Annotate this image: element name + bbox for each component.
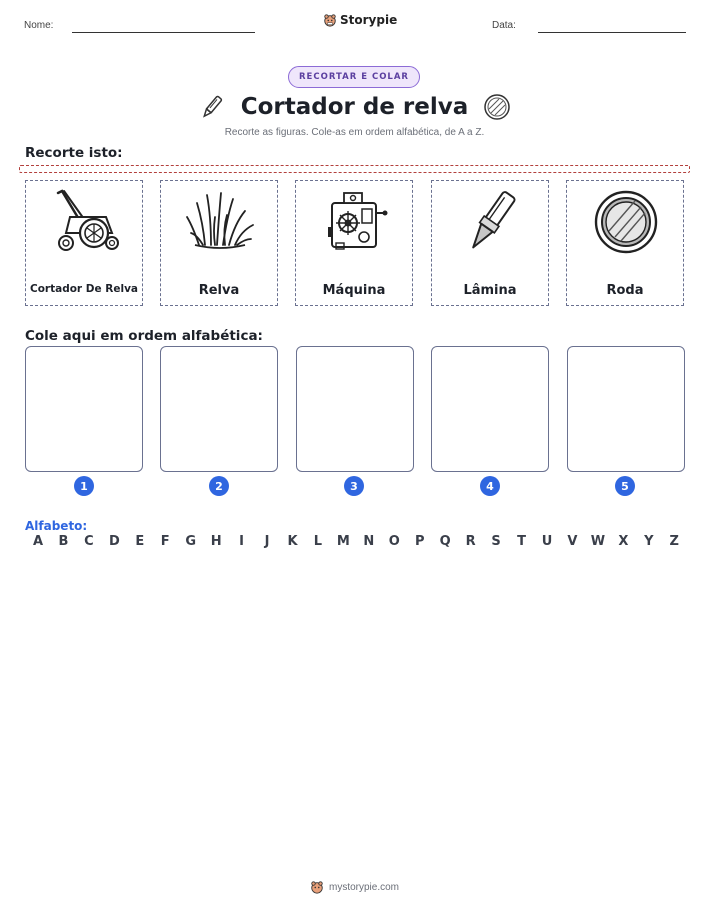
alphabet-letter: Q bbox=[439, 534, 451, 549]
alphabet-letter: G bbox=[185, 534, 197, 549]
alphabet-letter: J bbox=[264, 534, 270, 549]
wheel-icon bbox=[591, 187, 661, 257]
alphabet-letter: S bbox=[491, 534, 501, 549]
alphabet-letter: M bbox=[336, 534, 350, 549]
card-label: Roda bbox=[606, 283, 644, 298]
grass-icon bbox=[185, 187, 255, 257]
alphabet-letter: H bbox=[210, 534, 222, 549]
cut-card-grass[interactable] bbox=[160, 180, 278, 306]
position-number: 3 bbox=[344, 476, 364, 496]
machine-icon bbox=[320, 187, 390, 257]
paste-box-5[interactable] bbox=[567, 346, 685, 472]
lawn-mower-icon bbox=[50, 187, 120, 257]
alphabet-letter: Z bbox=[669, 534, 679, 549]
alphabet-letter: C bbox=[84, 534, 94, 549]
position-number: 2 bbox=[209, 476, 229, 496]
alphabet-letter: N bbox=[363, 534, 375, 549]
alphabet-letter: D bbox=[108, 534, 120, 549]
alphabet-letter: X bbox=[618, 534, 629, 549]
instructions: Recorte as figuras. Cole-as em ordem alfabética, de A a Z. bbox=[224, 127, 485, 138]
wheel-icon bbox=[482, 92, 512, 122]
date-line bbox=[538, 32, 686, 33]
alphabet-letter: T bbox=[517, 534, 526, 549]
alphabet-letter: O bbox=[388, 534, 400, 549]
logo-text: Storypie bbox=[340, 13, 398, 27]
name-label: Nome: bbox=[24, 20, 54, 31]
paste-section-label: Cole aqui em ordem alfabética: bbox=[25, 328, 263, 344]
footer bbox=[0, 880, 709, 894]
cut-section-label: Recorte isto: bbox=[25, 145, 123, 161]
cut-card-lawn-mower[interactable] bbox=[25, 180, 143, 306]
position-number: 4 bbox=[480, 476, 500, 496]
alphabet-letter: B bbox=[58, 534, 69, 549]
alphabet-letter: L bbox=[313, 534, 323, 549]
storypie-mascot-icon bbox=[310, 880, 324, 894]
card-label: Relva bbox=[198, 283, 240, 298]
cut-card-wheel[interactable] bbox=[566, 180, 684, 306]
blade-icon bbox=[197, 92, 227, 122]
cut-card-blade[interactable] bbox=[431, 180, 549, 306]
date-label: Data: bbox=[492, 20, 516, 31]
storypie-mascot-icon bbox=[323, 13, 337, 27]
page-title: Cortador de relva bbox=[240, 94, 469, 120]
paste-box-1[interactable] bbox=[25, 346, 143, 472]
alphabet-letter: Y bbox=[644, 534, 654, 549]
alphabet-letter: V bbox=[567, 534, 578, 549]
card-label: Máquina bbox=[322, 283, 386, 298]
activity-type-badge: RECORTAR E COLAR bbox=[288, 66, 420, 88]
storypie-logo bbox=[323, 13, 397, 27]
alphabet-letter: U bbox=[541, 534, 553, 549]
cut-card-machine[interactable] bbox=[295, 180, 413, 306]
card-label: Lâmina bbox=[463, 283, 517, 298]
alphabet-letter: K bbox=[287, 534, 298, 549]
alphabet-letter: R bbox=[465, 534, 476, 549]
position-number: 1 bbox=[74, 476, 94, 496]
name-line bbox=[72, 32, 255, 33]
blade-icon bbox=[456, 187, 526, 257]
cut-line bbox=[19, 165, 690, 173]
position-number: 5 bbox=[615, 476, 635, 496]
paste-box-2[interactable] bbox=[160, 346, 278, 472]
paste-box-4[interactable] bbox=[431, 346, 549, 472]
card-label: Cortador De Relva bbox=[30, 283, 138, 295]
paste-box-3[interactable] bbox=[296, 346, 414, 472]
title-row bbox=[0, 92, 709, 122]
alphabet-letter: A bbox=[32, 534, 44, 549]
alphabet-label: Alfabeto: bbox=[25, 519, 88, 533]
alphabet-letter: F bbox=[160, 534, 170, 549]
footer-url[interactable]: mystorypie.com bbox=[328, 881, 399, 893]
alphabet-letter: I bbox=[239, 534, 245, 549]
alphabet-letter: P bbox=[414, 534, 425, 549]
alphabet-letter: E bbox=[135, 534, 145, 549]
alphabet-letter: W bbox=[590, 534, 606, 549]
